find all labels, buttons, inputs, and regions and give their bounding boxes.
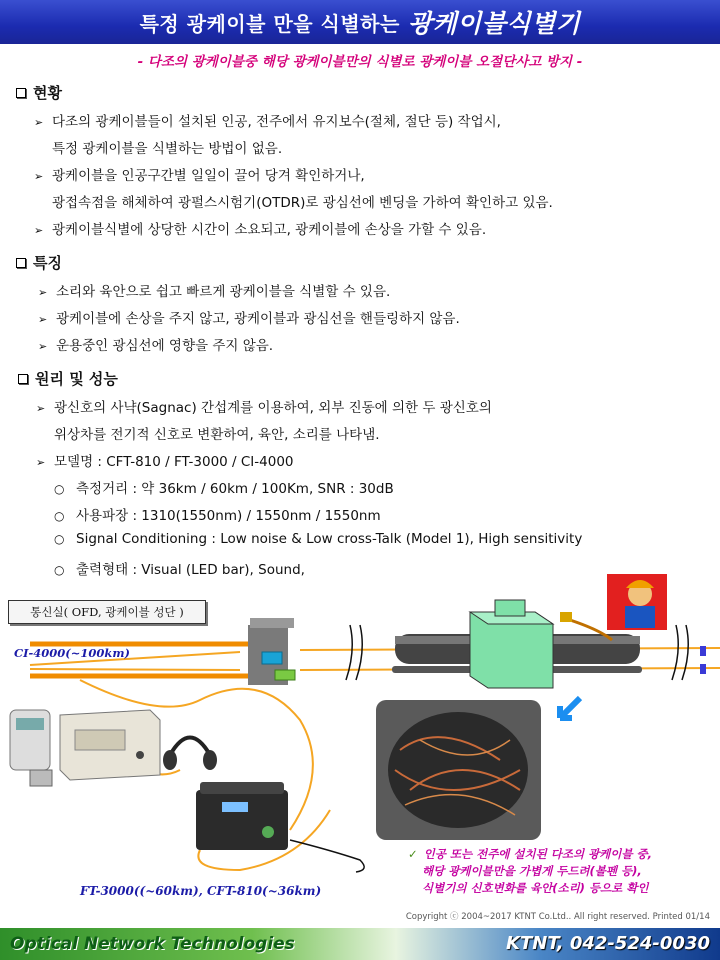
checkbox-bullet-icon	[16, 88, 26, 98]
copyright-text: Copyright ⓒ 2004~2017 KTNT Co.Ltd.. All right reserved. Printed 01/14	[405, 912, 710, 922]
manhole-photo	[376, 700, 541, 840]
features-line-2: ➢ 광케이블에 손상을 주지 않고, 광케이블과 광심선을 핸들링하지 않음.	[38, 311, 460, 327]
test-instrument-icon	[60, 710, 160, 780]
features-line-1: ➢ 소리와 육안으로 쉽고 빠르게 광케이블을 식별할 수 있음.	[38, 284, 391, 300]
arrow-icon	[560, 698, 580, 718]
arrow-bullet-icon: ➢	[38, 286, 48, 299]
arrow-bullet-icon: ➢	[34, 224, 44, 237]
section-features-heading: 특징	[16, 252, 62, 273]
spec-line-1: ○ 측정거리 : 약 36km / 60km / 100Km, SNR : 30dB	[54, 481, 394, 497]
spec-line-2: ○ 사용파장 : 1310(1550nm) / 1550nm / 1550nm	[54, 508, 381, 524]
splice-enclosure-icon	[248, 618, 295, 685]
principle-line-3: ➢ 모델명 : CFT-810 / FT-3000 / CI-4000	[36, 454, 294, 470]
status-line-5: ➢ 광케이블식별에 상당한 시간이 소요되고, 광케이블에 손상을 가할 수 있음.	[34, 222, 487, 238]
arrow-bullet-icon: ➢	[34, 116, 44, 129]
headphones-icon	[163, 738, 217, 771]
status-line-2: 특정 광케이블을 식별하는 방법이 없음.	[52, 141, 283, 157]
status-line-3: ➢ 광케이블을 인공구간별 일일이 끌어 당겨 확인하거나,	[34, 168, 365, 184]
arrow-bullet-icon: ➢	[38, 313, 48, 326]
arrow-bullet-icon: ➢	[38, 340, 48, 353]
worker-icon	[607, 574, 667, 630]
subtitle: - 다조의 광케이블중 해당 광케이블만의 식별로 광케이블 오절단사고 방지 -	[137, 54, 583, 70]
status-line-1: ➢ 다조의 광케이블들이 설치된 인공, 전주에서 유지보수(절체, 절단 등) 작업시,	[34, 114, 501, 130]
ci4000-label: CI-4000(~100km)	[14, 646, 130, 660]
telephone-icon	[10, 710, 52, 786]
title-main: 특정 광케이블 만을 식별하는	[139, 11, 400, 36]
fiber-line	[30, 669, 240, 670]
principle-line-1: ➢ 광신호의 사냑(Sagnac) 간섭계를 이용하여, 외부 진동에 의한 두 광신호의	[36, 400, 492, 416]
spec-line-4: ○ 출력형태 : Visual (LED bar), Sound,	[54, 562, 305, 578]
ft3000-device-icon	[196, 782, 288, 850]
arrow-bullet-icon: ➢	[36, 456, 46, 469]
title-bar	[0, 0, 720, 44]
arrow-bullet-icon: ➢	[34, 170, 44, 183]
arrow-bullet-icon: ➢	[36, 402, 46, 415]
circle-bullet-icon: ○	[54, 509, 65, 523]
checkbox-bullet-icon	[16, 258, 26, 268]
footer-bar	[0, 928, 720, 960]
title-emphasis: 광케이블식별기	[407, 9, 581, 38]
circle-bullet-icon: ○	[54, 563, 65, 577]
section-status-heading: 현황	[16, 82, 62, 103]
ofd-label-box: 통신실( OFD, 광케이블 성단 )	[8, 600, 206, 624]
spec-line-3: ○ Signal Conditioning : Low noise & Low cross-Talk (Model 1), High sensitivity	[54, 531, 583, 547]
status-line-4: 광접속점을 해체하여 광펄스시험기(OTDR)로 광심선에 벤딩을 가하여 확인하고 있음.	[52, 195, 553, 211]
section-principle-heading: 원리 및 성능	[18, 368, 118, 389]
circle-bullet-icon: ○	[54, 482, 65, 496]
footer-company-name: Optical Network Technologies	[10, 934, 295, 954]
manhole-box-icon	[470, 600, 553, 688]
circle-bullet-icon: ○	[54, 532, 65, 546]
break-mark	[346, 625, 362, 680]
ft3000-label: FT-3000((~60km), CFT-810(~36km)	[80, 884, 322, 898]
break-mark	[672, 625, 688, 680]
checkbox-bullet-icon	[18, 374, 28, 384]
checkmark-icon: ✓	[408, 847, 418, 861]
principle-line-2: 위상차를 전기적 신호로 변환하여, 육안, 소리를 나타냄.	[54, 427, 380, 443]
features-line-3: ➢ 운용중인 광심선에 영향을 주지 않음.	[38, 338, 274, 354]
footer-contact: KTNT, 042-524-0030	[506, 933, 710, 954]
usage-note: ✓ 인공 또는 전주에 설치된 다조의 광케이블 중, 해당 광케이블만을 가볍게 두드려(볼펜 등), 식별기의 신호변화를 육안(소리) 등으로 확인	[408, 847, 652, 895]
